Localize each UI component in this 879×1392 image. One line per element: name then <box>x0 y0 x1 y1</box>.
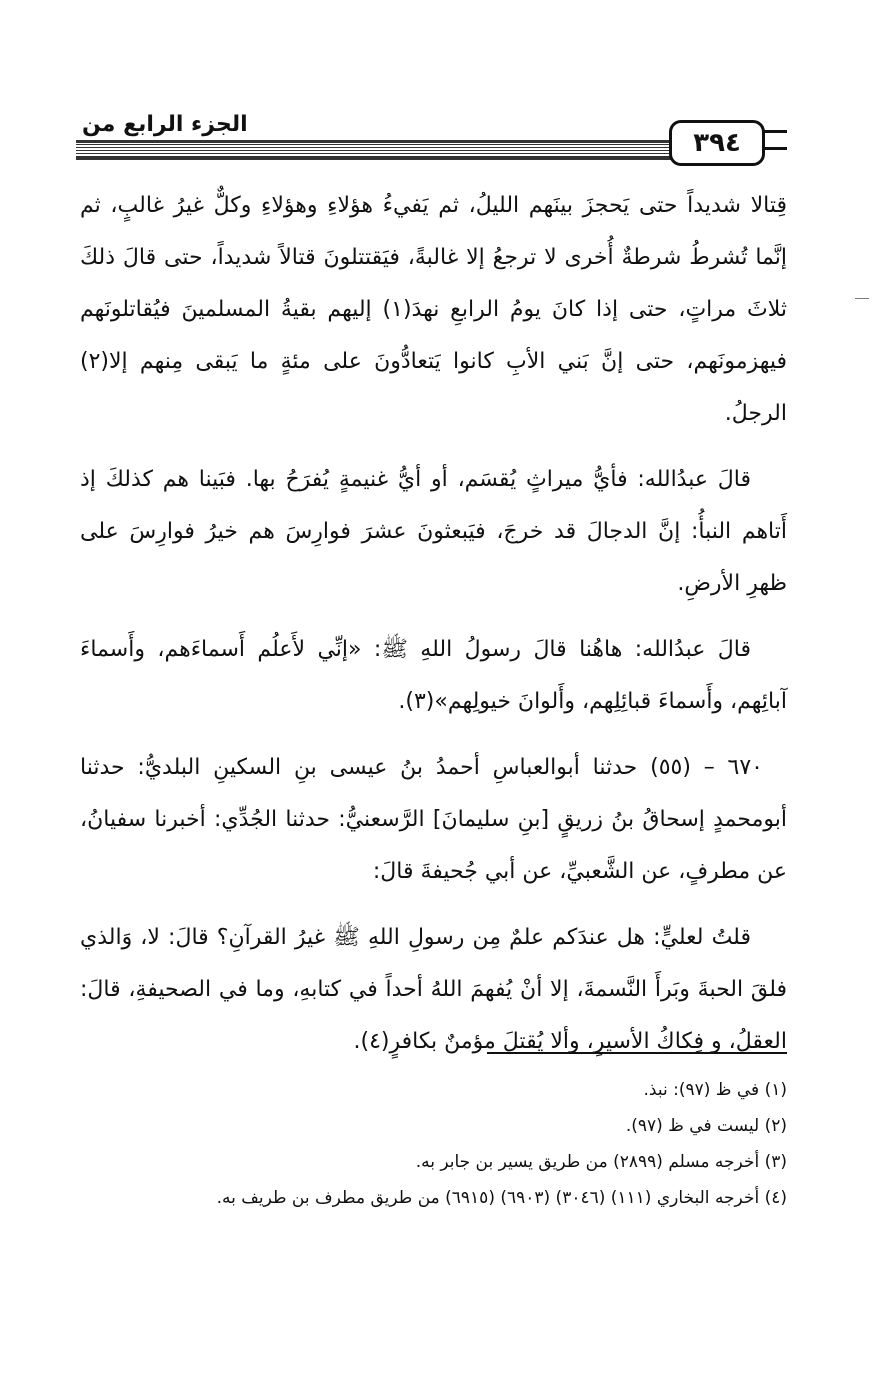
footnote-3: (٣) أخرجه مسلم (٢٨٩٩) من طريق يسير بن جابر به. <box>415 1152 787 1172</box>
running-header <box>76 112 787 162</box>
margin-mark <box>855 298 869 299</box>
header-title: الجزء الرابع من <box>76 112 256 138</box>
footnote-separator <box>487 1052 787 1054</box>
footnote-4: (٤) أخرجه البخاري (١١١) (٣٠٤٦) (٦٩٠٣) (٦٩١٥) من طريق مطرف بن طريف به. <box>216 1188 787 1208</box>
footnote-2: (٢) ليست في ظ (٩٧). <box>625 1116 787 1136</box>
footnote-1: (١) في ظ (٩٧): نبذ. <box>643 1080 787 1100</box>
header-rule <box>76 140 679 160</box>
footnotes <box>80 1072 787 1216</box>
main-text <box>80 180 787 1068</box>
paragraph-2: قالَ عبدُالله: فأيُّ ميراثٍ يُقسَم، أو أيُّ غنيمةٍ يُفرَحُ بها. فبَينا هم كذلكَ إذ أَتاهم النبأُ: إنَّ الدجالَ قد خرجَ، فيَبعثونَ عشرَ فوارِسَ هم خيرُ فوارِسَ على ظهرِ الأرضِ. <box>80 467 787 596</box>
paragraph-3: قالَ عبدُالله: هاهُنا قالَ رسولُ اللهِ ﷺ: «إنِّي لأَعلُم أَسماءَهم، وأَسماءَ آبائِهم، وأَسماءَ قبائِلِهم، وأَلوانَ خيولِهم»(٣). <box>80 637 787 714</box>
paragraph-1: قِتالا شديداً حتى يَحجزَ بينَهم الليلُ، ثم يَفيءُ هؤلاءِ وهؤلاءِ وكلٌّ غيرُ غالبٍ، ثم إنَّما تُشرطُ شرطةٌ أُخرى لا ترجعُ إلا غالبةً، فيَقتتلونَ قتالاً شديداً، حتى قالَ ذلكَ ثلاثَ مراتٍ، حتى إذا كانَ يومُ الرابعِ نهدَ(١) إليهم بقيةُ المسلمينَ فيُقاتلونَهم فيهزمونَهم، حتى إنَّ بَني الأبِ كانوا يَتعادُّونَ على مئةٍ ما يَبقى مِنهم إلا(٢) الرجلُ. <box>80 193 787 426</box>
hadith-670-isnad: ٦٧٠ – (٥٥) حدثنا أبوالعباسِ أحمدُ بنُ عيسى بنِ السكينِ البلديُّ: حدثنا أبومحمدٍ إسحاقُ بنُ زريقٍ [بنِ سليمانَ] الرَّسعنيُّ: حدثنا الجُدِّي: أخبرنا سفيانُ، عن مطرفٍ، عن الشَّعبيِّ، عن أبي جُحيفةَ قالَ: <box>80 755 787 884</box>
page-number-ornament <box>763 130 787 150</box>
hadith-670-text: قلتُ لعليٍّ: هل عندَكم علمٌ مِن رسولِ اللهِ ﷺ غيرُ القرآنِ؟ قالَ: لا، وَالذي فلقَ الحبةَ وبَرأَ النَّسمةَ، إلا أنْ يُفهمَ اللهُ أحداً في كتابهِ، وما في الصحيفةِ، قالَ: العقلُ، و فِكاكُ الأسيرِ، وألا يُقتلَ مؤمنٌ بكافرٍ(٤). <box>80 925 787 1054</box>
page-number: ٣٩٤ <box>669 120 765 166</box>
